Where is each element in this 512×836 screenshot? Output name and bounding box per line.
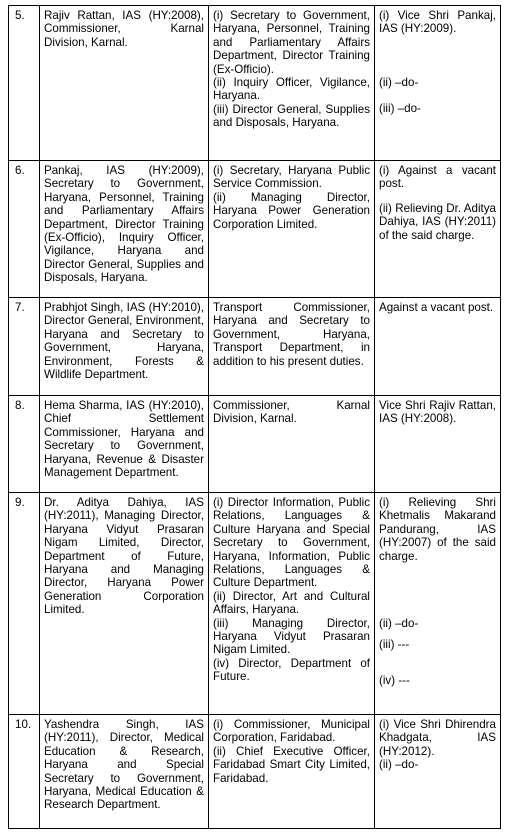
remarks bbox=[375, 715, 501, 829]
remark-item: (ii) –do- bbox=[379, 758, 419, 772]
new-posting bbox=[209, 396, 375, 493]
serial-number: 6. bbox=[9, 161, 40, 298]
posting-item: (ii) Inquiry Officer, Vigilance, Haryana. bbox=[213, 76, 370, 103]
posting-item: Transport Commissioner, Haryana and Secretary to Government, Haryana, Transport Department, in addition to his present duties. bbox=[213, 301, 370, 368]
remarks bbox=[375, 396, 501, 493]
remarks bbox=[375, 6, 501, 161]
posting-item: (ii) Managing Director, Haryana Power Generation Corporation Limited. bbox=[213, 190, 370, 231]
table-row bbox=[9, 715, 501, 829]
serial-number: 10. bbox=[9, 715, 40, 829]
remark-item: (i) Vice Shri Dhirendra Khadgata, IAS (HY:2012). bbox=[379, 718, 496, 758]
posting-orders-table bbox=[8, 5, 501, 829]
remarks bbox=[375, 161, 501, 298]
remark-item: (ii) –do- bbox=[379, 617, 419, 631]
posting-item: Commissioner, Karnal Division, Karnal. bbox=[213, 399, 370, 426]
posting-item: (i) Director Information, Public Relations, Languages & Culture Haryana and Special Secretary to Government, Haryana, Information, Public Relations, Languages & Culture Department. bbox=[213, 496, 370, 590]
remark-item: (i) Vice Shri Pankaj, IAS (HY:2009). bbox=[379, 9, 496, 36]
remarks bbox=[375, 298, 501, 396]
officer-details: Pankaj, IAS (HY:2009), Secretary to Government, Haryana, Personnel, Training and Parliamentary Affairs Department, Director Training (Ex-Officio), Inquiry Officer, Vigilance, Haryana and Director General, Supplies and Disposals, Haryana. bbox=[40, 161, 209, 298]
officer-details: Rajiv Rattan, IAS (HY:2008), Commissioner, Karnal Division, Karnal. bbox=[40, 6, 209, 161]
table-row bbox=[9, 6, 501, 161]
new-posting bbox=[209, 493, 375, 715]
remarks bbox=[375, 493, 501, 715]
posting-item: (i) Commissioner, Municipal Corporation, Faridabad. bbox=[213, 718, 370, 745]
table-row bbox=[9, 396, 501, 493]
new-posting bbox=[209, 161, 375, 298]
new-posting bbox=[209, 6, 375, 161]
new-posting bbox=[209, 298, 375, 396]
posting-item: (ii) Chief Executive Officer, Faridabad Smart City Limited, Faridabad. bbox=[213, 744, 370, 785]
serial-number: 9. bbox=[9, 493, 40, 715]
posting-item: (i) Secretary, Haryana Public Service Commission. bbox=[213, 164, 370, 191]
remark-item: Against a vacant post. bbox=[379, 301, 494, 314]
posting-item: (ii) Director, Art and Cultural Affairs, Haryana. bbox=[213, 589, 370, 617]
remark-item: (i) Relieving Shri Khetmalis Makarand Pandurang, IAS (HY:2007) of the said charge. bbox=[379, 496, 496, 563]
officer-details: Yashendra Singh, IAS (HY:2011), Director, Medical Education & Research, Haryana and Special Secretary to Government, Haryana, Medical Education & Research Department. bbox=[40, 715, 209, 829]
officer-details: Prabhjot Singh, IAS (HY:2010), Director General, Environment, Haryana and Secretary to Government, Haryana, Environment, Forests & Wildlife Department. bbox=[40, 298, 209, 396]
table-row bbox=[9, 493, 501, 715]
remark-item: (ii) –do- bbox=[379, 75, 419, 89]
new-posting bbox=[209, 715, 375, 829]
posting-item: (i) Secretary to Government, Haryana, Personnel, Training and Parliamentary Affairs Department, Director Training (Ex-Officio). bbox=[213, 9, 370, 76]
table-row bbox=[9, 161, 501, 298]
remark-item: (iii) --- bbox=[379, 638, 410, 652]
table-row bbox=[9, 298, 501, 396]
remark-item: (iii) –do- bbox=[379, 102, 421, 116]
serial-number: 5. bbox=[9, 6, 40, 161]
remark-item: (ii) Relieving Dr. Aditya Dahiya, IAS (HY:2011) of the said charge. bbox=[379, 201, 496, 242]
officer-details: Hema Sharma, IAS (HY:2010), Chief Settlement Commissioner, Haryana and Secretary to Government, Haryana, Revenue & Disaster Management Department. bbox=[40, 396, 209, 493]
remark-item: (iv) --- bbox=[379, 673, 410, 687]
serial-number: 7. bbox=[9, 298, 40, 396]
officer-details: Dr. Aditya Dahiya, IAS (HY:2011), Managing Director, Haryana Vidyut Prasaran Nigam Limited, Director, Department of Future, Haryana and Managing Director, Haryana Power Generation Corporation Limited. bbox=[40, 493, 209, 715]
remark-item: (i) Against a vacant post. bbox=[379, 164, 496, 191]
posting-item: (iii) Director General, Supplies and Disposals, Haryana. bbox=[213, 102, 370, 130]
remark-item: Vice Shri Rajiv Rattan, IAS (HY:2008). bbox=[379, 399, 496, 426]
serial-number: 8. bbox=[9, 396, 40, 493]
posting-item: (iv) Director, Department of Future. bbox=[213, 656, 370, 684]
posting-item: (iii) Managing Director, Haryana Vidyut Prasaran Nigam Limited. bbox=[213, 616, 370, 657]
